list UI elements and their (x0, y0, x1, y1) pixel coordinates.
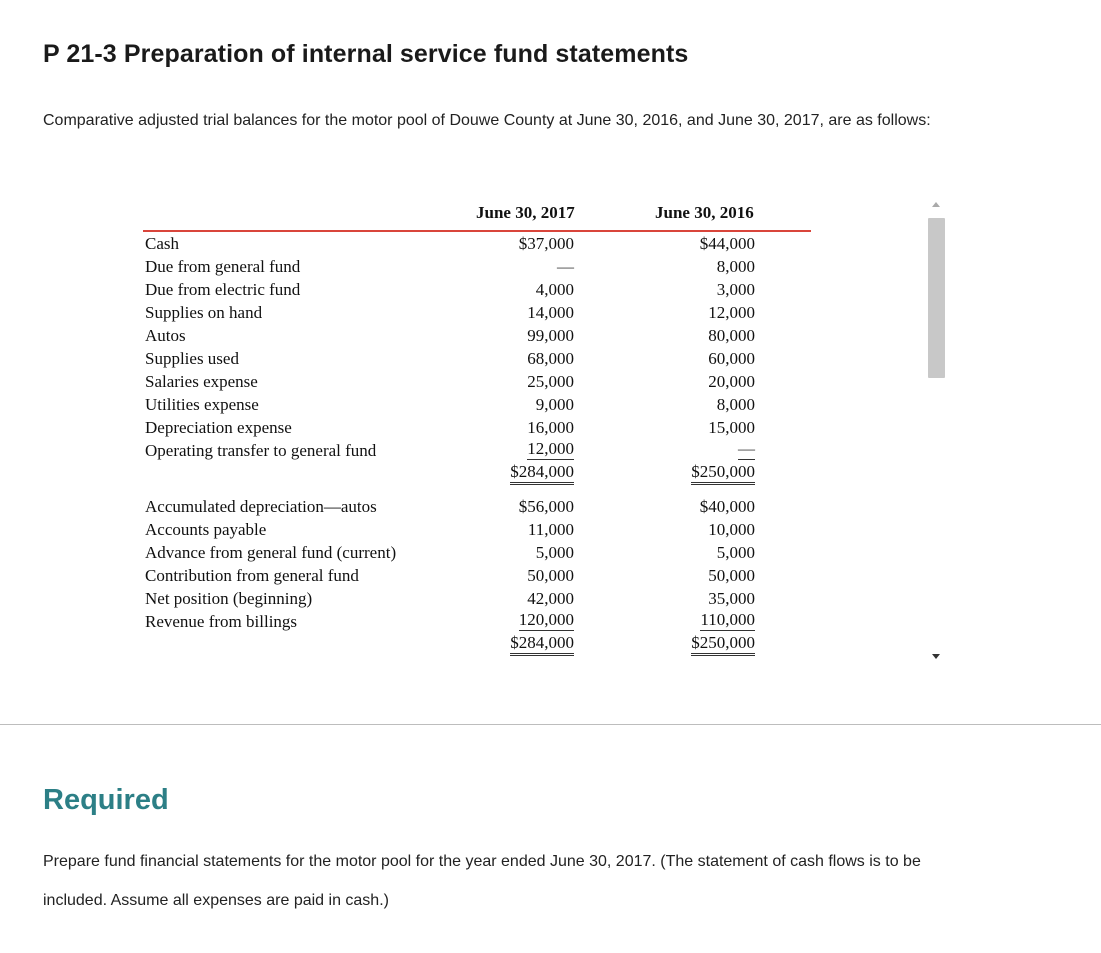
debit-total-2017: $284,000 (510, 462, 574, 485)
row-value-2017: 16,000 (527, 418, 574, 437)
row-label: Accumulated depreciation—autos (145, 497, 377, 516)
row-value-2017: 11,000 (527, 520, 574, 539)
row-value-2017: 4,000 (535, 280, 574, 299)
row-label: Depreciation expense (145, 418, 292, 437)
row-value-2017: 25,000 (527, 372, 574, 391)
row-label: Utilities expense (145, 395, 259, 414)
debit-total-2016: $250,000 (691, 462, 755, 485)
row-value-2017: 12,000 (527, 439, 574, 458)
row-value-2017: $37,000 (518, 234, 574, 253)
page-title: P 21-3 Preparation of internal service fund statements (43, 40, 689, 68)
row-label: Accounts payable (145, 520, 267, 539)
intro-text: Comparative adjusted trial balances for the motor pool of Douwe County at June 30, 2016, and June 30, 2017, are as follows: (43, 112, 931, 129)
credit-total-2017: $284,000 (510, 633, 574, 656)
table-row (143, 324, 811, 347)
row-value-2016: 50,000 (708, 566, 755, 585)
table-row (143, 518, 811, 541)
table-row (143, 232, 811, 255)
table-scrollbar[interactable] (926, 196, 946, 666)
row-label: Supplies used (145, 349, 239, 368)
debit-total-row (143, 462, 811, 485)
row-value-2016: 60,000 (708, 349, 755, 368)
row-value-2017: 50,000 (527, 566, 574, 585)
row-label: Contribution from general fund (145, 566, 359, 585)
row-label: Advance from general fund (current) (145, 543, 397, 562)
table-header (143, 198, 811, 232)
header-2017: June 30, 2017 (476, 203, 575, 222)
credit-total-2016: $250,000 (691, 633, 755, 656)
row-value-2017: 14,000 (527, 303, 574, 322)
table-row (143, 416, 811, 439)
table-row (143, 439, 811, 462)
row-value-2016: $44,000 (699, 234, 755, 253)
row-value-2017: 68,000 (527, 349, 574, 368)
row-label: Net position (beginning) (145, 589, 313, 608)
credit-total-row (143, 633, 811, 656)
table-row (143, 393, 811, 416)
scroll-thumb[interactable] (928, 218, 945, 378)
row-value-2016: 15,000 (708, 418, 755, 437)
row-label: Salaries expense (145, 372, 258, 391)
row-label: Revenue from billings (145, 612, 298, 631)
row-label: Due from general fund (145, 257, 301, 276)
row-value-2016: $40,000 (699, 497, 755, 516)
row-value-2016: 8,000 (716, 395, 755, 414)
debit-section (143, 232, 811, 462)
row-value-2017: 120,000 (518, 610, 574, 629)
row-value-2016: — (738, 439, 755, 458)
row-label: Supplies on hand (145, 303, 263, 322)
table-row (143, 278, 811, 301)
row-value-2016: 80,000 (708, 326, 755, 345)
row-value-2016: 3,000 (716, 280, 755, 299)
table-row (143, 255, 811, 278)
row-value-2017: 42,000 (527, 589, 574, 608)
row-value-2016: 10,000 (708, 520, 755, 539)
header-2016: June 30, 2016 (655, 203, 754, 222)
table-row (143, 495, 811, 518)
table-row (143, 301, 811, 324)
trial-balance-table (143, 198, 811, 656)
row-value-2017: 99,000 (527, 326, 574, 345)
required-heading: Required (43, 784, 169, 816)
section-divider (0, 724, 1101, 725)
row-value-2016: 110,000 (700, 610, 755, 629)
scroll-down-icon[interactable] (932, 654, 940, 659)
row-label: Operating transfer to general fund (145, 441, 377, 460)
scroll-up-icon[interactable] (932, 202, 940, 207)
table-row (143, 347, 811, 370)
row-value-2017: $56,000 (518, 497, 574, 516)
row-label: Cash (145, 234, 179, 253)
row-value-2016: 5,000 (716, 543, 755, 562)
table-row (143, 610, 811, 633)
row-value-2017: 5,000 (535, 543, 574, 562)
row-value-2016: 12,000 (708, 303, 755, 322)
credit-section (143, 495, 811, 633)
row-value-2016: 35,000 (708, 589, 755, 608)
required-text: Prepare fund financial statements for the motor pool for the year ended June 30, 2017. (The statement of cash flows is to be included. Assume all expenses are paid in cash.) (43, 853, 921, 909)
row-value-2017: 9,000 (535, 395, 574, 414)
table-row (143, 564, 811, 587)
row-label: Autos (145, 326, 186, 345)
row-label: Due from electric fund (145, 280, 301, 299)
table-row (143, 541, 811, 564)
row-value-2016: 8,000 (716, 257, 755, 276)
table-row (143, 587, 811, 610)
row-value-2017: — (557, 257, 574, 276)
table-row (143, 370, 811, 393)
row-value-2016: 20,000 (708, 372, 755, 391)
